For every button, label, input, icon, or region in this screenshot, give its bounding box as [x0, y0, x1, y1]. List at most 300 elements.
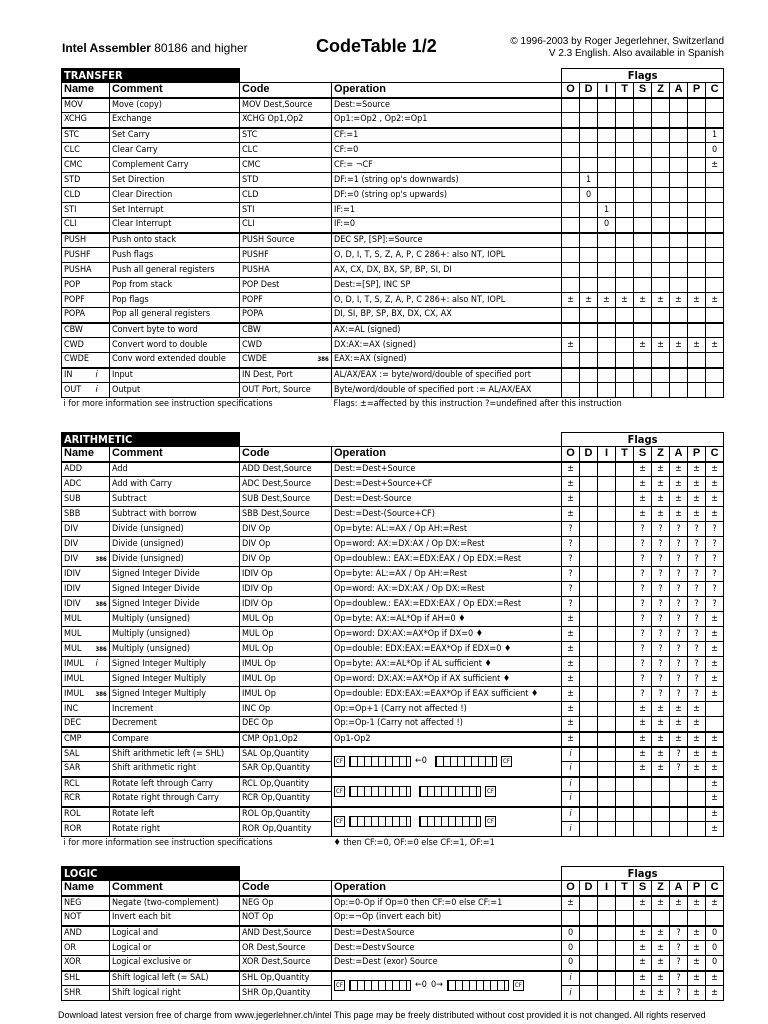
- row-flag-c: ?: [706, 597, 724, 612]
- carry-flag-box: CF: [513, 980, 524, 991]
- row-flag-z: ?: [652, 687, 670, 702]
- shift-arrow: ←0: [415, 980, 427, 991]
- row-operation: Op=double: EDX:EAX:=EAX*Op if EDX=0 ♦: [332, 642, 562, 657]
- row-code: IN Dest, Port: [240, 368, 316, 383]
- row-flag-o: i: [562, 792, 580, 807]
- row-flag-i: [598, 368, 616, 383]
- row-comment: Clear Carry: [110, 143, 240, 158]
- row-code: SAR Op,Quantity: [240, 762, 316, 777]
- row-flag-p: [688, 158, 706, 173]
- row-flag-s: [634, 218, 652, 233]
- row-flag-c: ?: [706, 567, 724, 582]
- row-name-mark: [94, 941, 110, 956]
- row-code: ROR Op,Quantity: [240, 822, 316, 837]
- row-flag-o: ±: [562, 338, 580, 353]
- row-flag-a: ?: [670, 747, 688, 762]
- row-flag-s: ±: [634, 926, 652, 941]
- row-flag-s: ?: [634, 597, 652, 612]
- row-name-mark: [94, 462, 110, 477]
- row-flag-d: [580, 747, 598, 762]
- row-flag-p: ±: [688, 941, 706, 956]
- row-code-mark: [316, 732, 332, 747]
- row-operation: O, D, I, T, S, Z, A, P, C 286+: also NT, IOPL: [332, 293, 562, 308]
- row-code-mark: [316, 971, 332, 986]
- row-flag-p: ±: [688, 956, 706, 971]
- row-flag-d: [580, 248, 598, 263]
- table-row: [62, 477, 724, 492]
- row-flag-t: [616, 492, 634, 507]
- row-code-mark: [316, 383, 332, 398]
- row-flag-d: [580, 792, 598, 807]
- col-flag-p: P: [688, 881, 706, 896]
- row-code: MUL Op: [240, 642, 316, 657]
- row-comment: Signed Integer Divide: [110, 597, 240, 612]
- row-flag-o: ±: [562, 687, 580, 702]
- row-flag-p: ±: [688, 338, 706, 353]
- row-flag-z: ?: [652, 672, 670, 687]
- row-flag-a: [670, 777, 688, 792]
- row-flag-t: [616, 657, 634, 672]
- section-title: ARITHMETIC: [62, 433, 240, 447]
- row-flag-s: ?: [634, 642, 652, 657]
- row-flag-a: [670, 807, 688, 822]
- row-code: CLC: [240, 143, 316, 158]
- table-row: [62, 537, 724, 552]
- row-flag-o: ?: [562, 582, 580, 597]
- table-row: [62, 687, 724, 702]
- row-comment: Logical exclusive or: [110, 956, 240, 971]
- row-flag-p: ±: [688, 971, 706, 986]
- row-flag-s: ±: [634, 338, 652, 353]
- row-flag-c: [706, 353, 724, 368]
- row-flag-o: [562, 911, 580, 926]
- row-flag-o: ±: [562, 462, 580, 477]
- row-flag-i: [598, 353, 616, 368]
- row-name: SBB: [62, 507, 94, 522]
- row-flag-i: [598, 507, 616, 522]
- row-flag-c: [706, 218, 724, 233]
- col-operation: Operation: [332, 83, 562, 98]
- row-flag-p: ±: [688, 702, 706, 717]
- row-flag-o: ?: [562, 597, 580, 612]
- row-operation: Op1:=Op2 , Op2:=Op1: [332, 113, 562, 128]
- row-flag-i: [598, 338, 616, 353]
- row-comment: Signed Integer Divide: [110, 582, 240, 597]
- row-flag-i: [598, 896, 616, 911]
- row-flag-t: [616, 567, 634, 582]
- row-flag-s: ±: [634, 462, 652, 477]
- row-flag-d: [580, 762, 598, 777]
- row-comment: Subtract: [110, 492, 240, 507]
- row-flag-t: [616, 218, 634, 233]
- row-flag-c: [706, 368, 724, 383]
- row-flag-z: [652, 218, 670, 233]
- row-flag-o: [562, 158, 580, 173]
- row-flag-p: [688, 128, 706, 143]
- row-code: POPA: [240, 308, 316, 323]
- row-flag-s: ?: [634, 657, 652, 672]
- row-flag-s: ±: [634, 971, 652, 986]
- row-flag-c: ?: [706, 552, 724, 567]
- row-flag-d: [580, 477, 598, 492]
- table-row: [62, 522, 724, 537]
- row-code-mark: [316, 507, 332, 522]
- row-flag-t: [616, 173, 634, 188]
- row-name: MOV: [62, 98, 94, 113]
- column-header-row: [62, 881, 724, 896]
- row-code-mark: [316, 911, 332, 926]
- row-comment: Decrement: [110, 717, 240, 732]
- row-flag-o: ±: [562, 477, 580, 492]
- row-flag-a: ±: [670, 702, 688, 717]
- row-comment: Rotate right: [110, 822, 240, 837]
- row-flag-d: [580, 368, 598, 383]
- col-code: Code: [240, 447, 332, 462]
- row-code-mark: [316, 188, 332, 203]
- row-name-mark: [94, 672, 110, 687]
- row-flag-o: [562, 188, 580, 203]
- row-flag-a: ?: [670, 672, 688, 687]
- row-flag-a: [670, 113, 688, 128]
- row-flag-c: ?: [706, 582, 724, 597]
- row-flag-c: [706, 113, 724, 128]
- row-code: ADD Dest,Source: [240, 462, 316, 477]
- row-name: ROL: [62, 807, 94, 822]
- row-flag-o: [562, 218, 580, 233]
- row-code: ROL Op,Quantity: [240, 807, 316, 822]
- row-flag-d: [580, 642, 598, 657]
- row-name: RCR: [62, 792, 94, 807]
- row-flag-z: [652, 173, 670, 188]
- row-flag-p: [688, 777, 706, 792]
- table-row: [62, 911, 724, 926]
- row-comment: Exchange: [110, 113, 240, 128]
- row-flag-t: [616, 792, 634, 807]
- row-code: CWDE: [240, 353, 316, 368]
- row-flag-s: ?: [634, 687, 652, 702]
- col-flag-i: I: [598, 447, 616, 462]
- row-code: SAL Op,Quantity: [240, 747, 316, 762]
- row-flag-z: [652, 323, 670, 338]
- row-flag-p: ?: [688, 552, 706, 567]
- table-row: [62, 143, 724, 158]
- col-operation: Operation: [332, 881, 562, 896]
- row-flag-c: 1: [706, 128, 724, 143]
- row-flag-o: [562, 113, 580, 128]
- col-operation: Operation: [332, 447, 562, 462]
- row-flag-t: [616, 702, 634, 717]
- table-row: [62, 612, 724, 627]
- row-flag-i: [598, 537, 616, 552]
- row-operation: Op=byte: AX:=AL*Op if AH=0 ♦: [332, 612, 562, 627]
- table-row: [62, 353, 724, 368]
- row-operation: CF:= ¬CF: [332, 158, 562, 173]
- row-code-mark: [316, 627, 332, 642]
- row-comment: Convert word to double: [110, 338, 240, 353]
- table-row: [62, 777, 724, 792]
- row-name-mark: i: [94, 657, 110, 672]
- row-flag-i: [598, 173, 616, 188]
- section-title-row: [62, 867, 724, 881]
- row-comment: Set Carry: [110, 128, 240, 143]
- row-name: SAL: [62, 747, 94, 762]
- row-name: ADC: [62, 477, 94, 492]
- row-flag-a: ±: [670, 717, 688, 732]
- row-flag-i: [598, 777, 616, 792]
- row-name: PUSH: [62, 233, 94, 248]
- row-code-mark: [316, 597, 332, 612]
- col-code: Code: [240, 881, 332, 896]
- row-flag-a: [670, 98, 688, 113]
- table-row: [62, 218, 724, 233]
- row-flag-d: [580, 308, 598, 323]
- row-name-mark: [94, 717, 110, 732]
- row-flag-c: ±: [706, 732, 724, 747]
- row-flag-z: ±: [652, 747, 670, 762]
- row-code: ADC Dest,Source: [240, 477, 316, 492]
- row-comment: Logical or: [110, 941, 240, 956]
- row-flag-s: ±: [634, 702, 652, 717]
- row-flag-p: ±: [688, 926, 706, 941]
- table-row: [62, 188, 724, 203]
- row-flag-i: 1: [598, 203, 616, 218]
- col-comment: Comment: [110, 447, 240, 462]
- row-flag-p: ±: [688, 717, 706, 732]
- row-code-mark: [316, 702, 332, 717]
- row-flag-i: [598, 278, 616, 293]
- row-name-mark: [94, 777, 110, 792]
- row-flag-t: [616, 687, 634, 702]
- rot-diagram: [334, 816, 559, 827]
- row-name: SUB: [62, 492, 94, 507]
- row-flag-t: [616, 462, 634, 477]
- row-flag-i: [598, 143, 616, 158]
- row-name: DIV: [62, 522, 94, 537]
- row-flag-p: ?: [688, 537, 706, 552]
- carry-flag-box: CF: [334, 756, 345, 767]
- row-operation: IF:=1: [332, 203, 562, 218]
- row-code-mark: [316, 293, 332, 308]
- row-flag-o: ±: [562, 657, 580, 672]
- row-flag-s: ±: [634, 762, 652, 777]
- row-name: NEG: [62, 896, 94, 911]
- row-flag-z: ?: [652, 612, 670, 627]
- row-flag-z: [652, 383, 670, 398]
- row-flag-a: ?: [670, 522, 688, 537]
- row-code: AND Dest,Source: [240, 926, 316, 941]
- row-flag-c: [706, 203, 724, 218]
- row-name: CLD: [62, 188, 94, 203]
- row-flag-o: [562, 143, 580, 158]
- row-comment: Pop all general registers: [110, 308, 240, 323]
- row-flag-o: [562, 248, 580, 263]
- row-flag-d: [580, 702, 598, 717]
- row-operation: AL/AX/EAX := byte/word/double of specified port: [332, 368, 562, 383]
- row-operation: AX, CX, DX, BX, SP, BP, SI, DI: [332, 263, 562, 278]
- row-comment: Shift logical right: [110, 986, 240, 1001]
- row-flag-d: [580, 672, 598, 687]
- row-flag-i: [598, 971, 616, 986]
- row-code-mark: [316, 762, 332, 777]
- row-operation: EAX:=AX (signed): [332, 353, 562, 368]
- row-comment: Clear Interrupt: [110, 218, 240, 233]
- row-flag-p: [688, 353, 706, 368]
- shift-arrow: ←0: [415, 756, 427, 766]
- table-row: [62, 702, 724, 717]
- col-flag-t: T: [616, 447, 634, 462]
- row-flag-c: ±: [706, 777, 724, 792]
- row-code: IDIV Op: [240, 582, 316, 597]
- row-flag-d: [580, 383, 598, 398]
- row-flag-s: ±: [634, 492, 652, 507]
- row-flag-o: [562, 323, 580, 338]
- row-flag-t: [616, 113, 634, 128]
- row-comment: Compare: [110, 732, 240, 747]
- row-code-mark: [316, 203, 332, 218]
- row-flag-s: ?: [634, 612, 652, 627]
- row-flag-s: [634, 233, 652, 248]
- row-flag-z: [652, 368, 670, 383]
- row-flag-d: [580, 657, 598, 672]
- row-flag-c: [706, 702, 724, 717]
- row-flag-d: [580, 158, 598, 173]
- table-row: [62, 158, 724, 173]
- row-name-mark: [94, 308, 110, 323]
- row-name-mark: [94, 507, 110, 522]
- row-flag-p: ?: [688, 567, 706, 582]
- row-flag-o: [562, 263, 580, 278]
- row-flag-t: [616, 203, 634, 218]
- row-flag-a: ?: [670, 657, 688, 672]
- table-row: [62, 582, 724, 597]
- row-flag-s: [634, 143, 652, 158]
- row-flag-a: ±: [670, 896, 688, 911]
- row-flag-z: [652, 98, 670, 113]
- row-code-mark: [316, 462, 332, 477]
- col-flag-s: S: [634, 447, 652, 462]
- row-flag-c: [706, 188, 724, 203]
- row-code: IDIV Op: [240, 597, 316, 612]
- row-name: POPF: [62, 293, 94, 308]
- row-flag-z: ±: [652, 462, 670, 477]
- row-name-mark: 386: [94, 642, 110, 657]
- row-code-mark: [316, 143, 332, 158]
- row-flag-s: [634, 113, 652, 128]
- row-flag-s: ±: [634, 986, 652, 1001]
- row-flag-t: [616, 552, 634, 567]
- row-code: MOV Dest,Source: [240, 98, 316, 113]
- row-flag-z: ±: [652, 926, 670, 941]
- row-operation: Op=doublew.: EAX:=EDX:EAX / Op EDX:=Rest: [332, 552, 562, 567]
- col-flag-o: O: [562, 447, 580, 462]
- row-flag-c: [706, 98, 724, 113]
- row-flag-c: ±: [706, 627, 724, 642]
- row-flag-s: ±: [634, 747, 652, 762]
- row-name-mark: [94, 732, 110, 747]
- row-name: MUL: [62, 612, 94, 627]
- table-row: [62, 128, 724, 143]
- row-comment: Signed Integer Multiply: [110, 672, 240, 687]
- table-row: [62, 248, 724, 263]
- row-flag-a: [670, 308, 688, 323]
- row-flag-o: [562, 353, 580, 368]
- table-row: [62, 807, 724, 822]
- carry-flag-box: CF: [485, 816, 496, 827]
- section-title: TRANSFER: [62, 69, 240, 83]
- row-flag-p: [688, 822, 706, 837]
- row-operation: Op:=Op-1 (Carry not affected !): [332, 717, 562, 732]
- row-flag-a: [670, 143, 688, 158]
- row-flag-o: ±: [562, 732, 580, 747]
- row-flag-i: [598, 477, 616, 492]
- section-note-row: [62, 398, 724, 411]
- row-name-mark: [94, 792, 110, 807]
- row-comment: Shift arithmetic left (= SHL): [110, 747, 240, 762]
- row-flag-c: [706, 173, 724, 188]
- col-flag-t: T: [616, 83, 634, 98]
- row-flag-d: [580, 926, 598, 941]
- row-name-mark: [94, 293, 110, 308]
- row-operation: [332, 747, 562, 777]
- row-flag-a: ?: [670, 597, 688, 612]
- row-comment: Signed Integer Multiply: [110, 687, 240, 702]
- row-code-mark: [316, 807, 332, 822]
- row-name: NOT: [62, 911, 94, 926]
- row-operation: Op:=0-Op if Op=0 then CF:=0 else CF:=1: [332, 896, 562, 911]
- row-operation: Op1-Op2: [332, 732, 562, 747]
- row-flag-s: ?: [634, 522, 652, 537]
- row-flag-t: [616, 807, 634, 822]
- table-row: [62, 642, 724, 657]
- row-operation: DI, SI, BP, SP, BX, DX, CX, AX: [332, 308, 562, 323]
- row-name-mark: [94, 627, 110, 642]
- row-flag-d: [580, 612, 598, 627]
- row-flag-c: ±: [706, 642, 724, 657]
- row-flag-t: [616, 582, 634, 597]
- row-flag-p: [688, 143, 706, 158]
- row-flag-i: [598, 986, 616, 1001]
- table-row: [62, 747, 724, 762]
- row-operation: Op:=Op+1 (Carry not affected !): [332, 702, 562, 717]
- table-row: [62, 657, 724, 672]
- page-footer: Download latest version free of charge from www.jegerlehner.ch/intel This page may be freely distributed without cost provided it is not changed. All rights reserved: [58, 1010, 706, 1020]
- row-operation: Dest:=Dest-Source: [332, 492, 562, 507]
- row-flag-p: [688, 113, 706, 128]
- row-name-mark: [94, 807, 110, 822]
- row-flag-s: [634, 263, 652, 278]
- row-flag-z: [652, 308, 670, 323]
- row-name: RCL: [62, 777, 94, 792]
- row-name: XOR: [62, 956, 94, 971]
- row-flag-a: ?: [670, 926, 688, 941]
- row-code-mark: [316, 368, 332, 383]
- section-title: LOGIC: [62, 867, 240, 881]
- row-name: IMUL: [62, 687, 94, 702]
- row-flag-d: [580, 233, 598, 248]
- row-name-mark: [94, 986, 110, 1001]
- row-code-mark: [316, 263, 332, 278]
- row-flag-a: [670, 218, 688, 233]
- row-name: SHL: [62, 971, 94, 986]
- row-code: POP Dest: [240, 278, 316, 293]
- row-name: CBW: [62, 323, 94, 338]
- row-flag-p: ?: [688, 657, 706, 672]
- row-flag-c: [706, 278, 724, 293]
- row-flag-a: [670, 278, 688, 293]
- row-flag-p: [688, 368, 706, 383]
- row-flag-p: [688, 383, 706, 398]
- row-comment: Conv word extended double: [110, 353, 240, 368]
